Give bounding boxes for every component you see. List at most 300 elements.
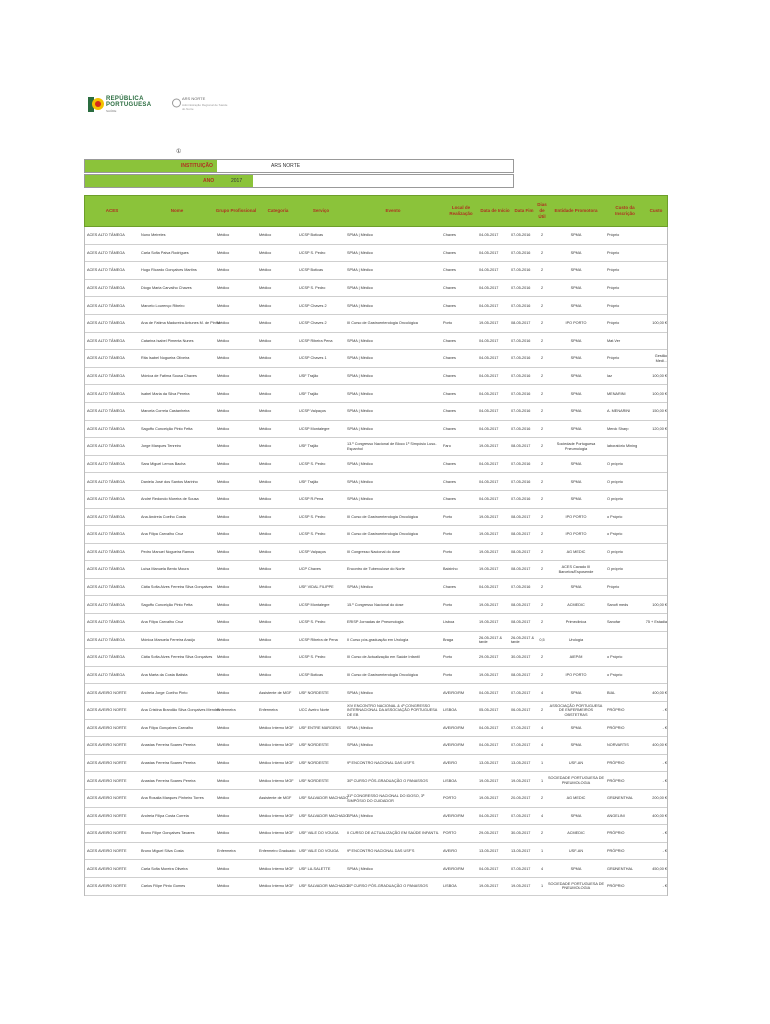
- table-row[interactable]: [85, 878, 667, 896]
- column-header-entidade-promotora: Entidade Promotora: [554, 208, 598, 213]
- cell-servico: USF LA-SALETTE: [299, 866, 331, 871]
- cell-nome: Carla Sofia Moreira Oliveira: [141, 866, 188, 871]
- cell-local: Chaves: [443, 356, 456, 361]
- cell-local: AVEIRO: [443, 761, 458, 766]
- cell-entidade-promotora: SPMA: [570, 426, 582, 431]
- header-logos: [88, 94, 228, 116]
- cell-categoria: Médico: [259, 233, 272, 238]
- cell-servico: USF Trajão: [299, 444, 319, 449]
- cell-nome: Sagoffo Conceição Pinto Fetta: [141, 602, 193, 607]
- cell-entidade-promotora: SPMA: [570, 409, 582, 414]
- cell-categoria: Médico Interno MGF: [259, 831, 294, 836]
- cell-grupo-profissional: Médico: [217, 250, 230, 255]
- cell-custo-inscricao: PRÓPRIO: [607, 708, 625, 713]
- cell-categoria: Médico: [259, 567, 272, 572]
- cell-servico: UCSP Ribeira de Pena: [299, 637, 338, 642]
- cell-custo-inscricao: O próprio: [607, 461, 623, 466]
- cell-data-fim: 13-05-2017: [511, 761, 531, 766]
- cell-aces: ACES AVEIRO NORTE: [87, 884, 127, 889]
- cell-evento: SPMA | Médico: [347, 409, 373, 414]
- cell-entidade-promotora: USF-AN: [568, 761, 584, 766]
- cell-aces: ACES AVEIRO NORTE: [87, 796, 127, 801]
- cell-custo-inscricao: Sanofar: [607, 620, 621, 625]
- table-row[interactable]: [85, 491, 667, 509]
- cell-servico: USF Trajão: [299, 479, 319, 484]
- cell-dias-util: 2: [540, 268, 544, 273]
- cell-custo: [645, 262, 667, 279]
- table-row[interactable]: [85, 825, 667, 843]
- cell-dias-util: 4: [540, 813, 544, 818]
- cell-custo: [645, 280, 667, 297]
- table-row[interactable]: [85, 333, 667, 351]
- cell-dias-util: 4: [540, 866, 544, 871]
- cell-servico: USF NORDESTE: [299, 778, 329, 783]
- cell-custo-inscricao: Mat.Ver: [607, 338, 621, 343]
- cell-dias-util: 2: [540, 549, 544, 554]
- cell-custo: [645, 526, 667, 543]
- cell-custo-inscricao: [607, 632, 645, 649]
- cell-aces: ACES ALTO TÂMEGA: [87, 303, 125, 308]
- cell-data-fim: 07-05-2016: [511, 268, 531, 273]
- cell-custo-inscricao: PRÓPRIO: [607, 761, 625, 766]
- cell-grupo-profissional: Médico: [217, 761, 230, 766]
- cell-servico: UCSP Chaves 2: [299, 303, 327, 308]
- logo-left-sub: SAÚDE: [106, 109, 117, 113]
- cell-data-fim: 07-05-2016: [511, 409, 531, 414]
- cell-categoria: Médico: [259, 285, 272, 290]
- cell-categoria: Médico: [259, 250, 272, 255]
- cell-categoria: Médico: [259, 268, 272, 273]
- column-header-data-inicio: Data de Início: [480, 208, 510, 213]
- table-row[interactable]: [85, 772, 667, 790]
- cell-entidade-promotora: SPMA: [570, 479, 582, 484]
- cell-categoria: Médico Interno MGF: [259, 761, 294, 766]
- cell-data-fim: 26-05-2017 & tarde: [511, 635, 535, 645]
- logo-right-title: ARS NORTE: [182, 96, 206, 101]
- cell-local: Porto: [443, 532, 453, 537]
- table-row[interactable]: [85, 860, 667, 878]
- cell-data-fim: 07-05-2016: [511, 303, 531, 308]
- cell-data-inicio: 04-05-2017: [479, 268, 499, 273]
- table-row[interactable]: [85, 438, 667, 456]
- cell-custo: 100,00 €: [652, 391, 667, 396]
- cell-data-inicio: 04-05-2017: [479, 866, 499, 871]
- cell-grupo-profissional: Médico: [217, 373, 230, 378]
- table-row[interactable]: [85, 350, 667, 368]
- cell-servico: UCSP Montalegre: [299, 426, 330, 431]
- cell-servico: USF NORDESTE: [299, 690, 329, 695]
- cell-grupo-profissional: Médico: [217, 637, 230, 642]
- cell-data-inicio: 04-05-2017: [479, 338, 499, 343]
- cell-dias-util: 2: [540, 708, 544, 713]
- table-row[interactable]: [85, 421, 667, 439]
- table-row[interactable]: [85, 315, 667, 333]
- cell-dias-util: 2: [540, 285, 544, 290]
- cell-categoria: Médico Interno MGF: [259, 866, 294, 871]
- cell-entidade-promotora: ACES Cavado III Barcelos/Esposende: [558, 565, 594, 574]
- cell-custo: [645, 333, 667, 350]
- cell-data-inicio: 19-05-2017: [479, 778, 499, 783]
- cell-evento: III Curso de Gastroenterologia Oncológica: [347, 532, 418, 537]
- cell-nome: Catarina Isabel Pimenta Nunes: [141, 338, 194, 343]
- cell-dias-util: 2: [540, 620, 544, 625]
- cell-custo-inscricao: PRÓPRIO: [607, 778, 625, 783]
- cell-custo-inscricao: Iaz: [607, 373, 613, 378]
- cell-data-fim: 08-05-2017: [511, 567, 531, 572]
- cell-servico: UCSP S. Pedro: [299, 285, 326, 290]
- cell-nome: Pedro Manuel Nogueira Ramos: [141, 549, 195, 554]
- cell-grupo-profissional: Médico: [217, 285, 230, 290]
- cell-data-inicio: 19-05-2017: [479, 532, 499, 537]
- table-row[interactable]: [85, 843, 667, 861]
- cell-custo: 120,00 €: [652, 426, 667, 431]
- cell-grupo-profissional: Médico: [217, 796, 230, 801]
- cell-evento: 9º ENCONTRO NACIONAL DAS USF'S: [347, 848, 415, 853]
- cell-evento: III Curso de Gastroenterologia Oncológica: [347, 321, 418, 326]
- cell-aces: ACES ALTO TÂMEGA: [87, 549, 125, 554]
- cell-servico: USF SALVADOR MACHADO: [299, 796, 349, 801]
- cell-custo-inscricao: BIAL: [607, 690, 616, 695]
- cell-local: Porto: [443, 549, 453, 554]
- cell-entidade-promotora: IPO PORTO: [565, 532, 587, 537]
- cell-dias-util: 2: [540, 461, 544, 466]
- cell-custo-inscricao: o Próprio: [607, 532, 623, 537]
- cell-aces: ACES ALTO TÂMEGA: [87, 461, 125, 466]
- cell-entidade-promotora: SPMA: [570, 497, 582, 502]
- cell-local: Chaves: [443, 585, 456, 590]
- cell-evento: 15.º Congresso Nacional do dose: [347, 602, 404, 607]
- cell-data-inicio: 05-05-2017: [479, 708, 499, 713]
- cell-nome: Carla Sofia Paiva Rodrigues: [141, 250, 189, 255]
- table-row[interactable]: [85, 280, 667, 298]
- cell-custo: - €: [662, 884, 667, 889]
- table-row[interactable]: [85, 632, 667, 650]
- cell-data-inicio: 19-05-2017: [479, 549, 499, 554]
- cell-nome: Daniela José dos Santos Marinho: [141, 479, 198, 484]
- cell-data-inicio: 19-05-2017: [479, 620, 499, 625]
- cell-local: Chaves: [443, 497, 456, 502]
- cell-aces: ACES ALTO TÂMEGA: [87, 637, 125, 642]
- cell-nome: Cátia Sofia Alves Ferreira Silva Gonçalves: [141, 585, 213, 590]
- table-row[interactable]: [85, 368, 667, 386]
- cell-local: Porto: [443, 673, 453, 678]
- cell-custo: - €: [662, 831, 667, 836]
- cell-nome: Anastas Ferreira Soares Pereira: [141, 778, 196, 783]
- table-row[interactable]: [85, 649, 667, 667]
- cell-custo: 400,00 €: [652, 813, 667, 818]
- cell-data-inicio: 04-05-2017: [479, 743, 499, 748]
- cell-evento: SPMA | Médico: [347, 426, 373, 431]
- cell-dias-util: 2: [540, 409, 544, 414]
- cell-evento: SPMA | Médico: [347, 585, 373, 590]
- cell-servico: UCSP S. Pedro: [299, 655, 326, 660]
- cell-dias-util: 2: [540, 338, 544, 343]
- cell-local: Braga: [443, 637, 454, 642]
- column-header-evento: Evento: [385, 208, 401, 213]
- cell-entidade-promotora: SPMA: [570, 373, 582, 378]
- cell-grupo-profissional: Médico: [217, 725, 230, 730]
- cell-evento: SPMA | Médico: [347, 461, 373, 466]
- cell-evento: SPMA | Médico: [347, 391, 373, 396]
- cell-aces: ACES ALTO TÂMEGA: [87, 426, 125, 431]
- table-row[interactable]: [85, 473, 667, 491]
- cell-custo-inscricao: NORVARTIS: [607, 743, 629, 748]
- cell-entidade-promotora: SPMA: [570, 585, 582, 590]
- cell-evento: 9º ENCONTRO NACIONAL DAS USF'S: [347, 761, 415, 766]
- cell-custo-inscricao: Próprio: [607, 303, 620, 308]
- table-row[interactable]: [85, 456, 667, 474]
- cell-dias-util: 2: [540, 585, 544, 590]
- cell-custo-inscricao: Próprio: [607, 585, 620, 590]
- cell-data-fim: 07-05-2016: [511, 356, 531, 361]
- cell-grupo-profissional: Médico: [217, 497, 230, 502]
- cell-entidade-promotora: SPMA: [570, 338, 582, 343]
- cell-custo-inscricao: O próprio: [607, 479, 623, 484]
- cell-dias-util: 1: [540, 848, 544, 853]
- ars-norte-logo: [172, 94, 228, 116]
- cell-evento: SPMA | Médico: [347, 866, 373, 871]
- cell-grupo-profissional: Médico: [217, 655, 230, 660]
- table-row[interactable]: [85, 245, 667, 263]
- cell-dias-util: 2: [540, 831, 544, 836]
- cell-custo-inscricao: Próprio: [607, 268, 620, 273]
- cell-nome: Ana Filipa Carvalho Cruz: [141, 620, 184, 625]
- cell-servico: USF NORDESTE: [299, 743, 329, 748]
- cell-categoria: Médico: [259, 303, 272, 308]
- table-row[interactable]: [85, 385, 667, 403]
- cell-nome: Carlos Filipe Pinto Gomes: [141, 884, 186, 889]
- cell-grupo-profissional: Médico: [217, 338, 230, 343]
- cell-aces: ACES AVEIRO NORTE: [87, 778, 127, 783]
- cell-entidade-promotora: SPMA: [570, 303, 582, 308]
- cell-data-inicio: 26-05-2017 & tarde: [479, 635, 503, 645]
- cell-custo-inscricao: laboratório Mining: [607, 444, 638, 449]
- cell-evento: SPMA | Médico: [347, 479, 373, 484]
- cell-data-fim: 13-05-2017: [511, 848, 531, 853]
- cell-evento: III Congresso Nacional do dose: [347, 549, 400, 554]
- cell-custo-inscricao: Próprio: [607, 285, 620, 290]
- cell-categoria: Médico: [259, 620, 272, 625]
- cell-data-fim: 30-05-2017: [511, 655, 531, 660]
- cell-servico: USF SALVADOR MACHADO: [299, 813, 349, 818]
- cell-data-inicio: 04-05-2017: [479, 391, 499, 396]
- table-row[interactable]: [85, 667, 667, 685]
- cell-aces: ACES ALTO TÂMEGA: [87, 585, 125, 590]
- cell-local: Chaves: [443, 250, 456, 255]
- cell-local: AVEIRO/RM: [443, 813, 465, 818]
- cell-custo-inscricao: PRÓPRIO: [607, 831, 625, 836]
- cell-data-fim: 07-05-2016: [511, 585, 531, 590]
- cell-custo: - €: [662, 778, 667, 783]
- cell-data-fim: 07-05-2016: [511, 479, 531, 484]
- cell-evento: SPMA | Médico: [347, 268, 373, 273]
- cell-dias-util: 2: [540, 391, 544, 396]
- column-header-dias-util: Dias de Útil: [537, 202, 547, 219]
- cell-entidade-promotora: SOCIEDADE PORTUGUESA DE PNEUMOLOGIA: [547, 881, 605, 891]
- cell-data-fim: 19-05-2017: [511, 884, 531, 889]
- cell-data-inicio: 04-05-2017: [479, 409, 499, 414]
- cell-servico: USF ENTRE MARGENS: [299, 725, 341, 730]
- cell-custo: - €: [662, 761, 667, 766]
- cell-custo: 75 + Estadia: [645, 620, 667, 625]
- cell-dias-util: 2: [540, 602, 544, 607]
- table-row[interactable]: [85, 544, 667, 562]
- table-row[interactable]: [85, 808, 667, 826]
- cell-custo: [645, 245, 667, 262]
- cell-dias-util: 2: [540, 373, 544, 378]
- table-row[interactable]: [85, 227, 667, 245]
- cell-dias-util: 2: [540, 426, 544, 431]
- table-row[interactable]: [85, 526, 667, 544]
- cell-servico: UCSP S. Pedro: [299, 250, 326, 255]
- cell-data-fim: 07-05-2016: [511, 391, 531, 396]
- cell-dias-util: 2: [540, 673, 544, 678]
- cell-grupo-profissional: Médico: [217, 268, 230, 273]
- cell-custo-inscricao: Próprio: [607, 233, 620, 238]
- cell-custo-inscricao: Próprio: [607, 250, 620, 255]
- cell-nome: Sara Miguel Lemos Bacha: [141, 461, 186, 466]
- table-row[interactable]: [85, 684, 667, 702]
- ano-value[interactable]: 2017: [231, 178, 243, 184]
- cell-data-fim: 07-05-2016: [511, 373, 531, 378]
- table-row[interactable]: [85, 561, 667, 579]
- cell-local: Chaves: [443, 303, 456, 308]
- table-row[interactable]: [85, 509, 667, 527]
- cell-custo-inscricao: Merck Sharp: [607, 426, 629, 431]
- cell-nome: Marcela Correia Castanheira: [141, 409, 190, 414]
- cell-nome: Diogo Maria Carvalho Chaves: [141, 285, 192, 290]
- cell-dias-util: 2: [540, 514, 544, 519]
- cell-categoria: Médico Interno MGF: [259, 813, 294, 818]
- ars-emblem-icon: [172, 97, 181, 109]
- cell-local: Lisboa: [443, 620, 455, 625]
- cell-custo: [645, 509, 667, 526]
- cell-custo-inscricao: o Próprio: [607, 673, 623, 678]
- cell-entidade-promotora: USF-AN: [568, 848, 584, 853]
- cell-categoria: Médico: [259, 338, 272, 343]
- cell-categoria: Médico: [259, 602, 272, 607]
- table-row[interactable]: [85, 614, 667, 632]
- table-row[interactable]: [85, 755, 667, 773]
- cell-custo: [645, 632, 667, 649]
- cell-data-inicio: 13-05-2017: [479, 761, 499, 766]
- cell-local: Chaves: [443, 409, 456, 414]
- cell-aces: ACES AVEIRO NORTE: [87, 725, 127, 730]
- cell-entidade-promotora: AIEP/M: [569, 655, 583, 660]
- cell-dias-util: 0,5: [539, 637, 545, 642]
- cell-data-inicio: 04-05-2017: [479, 373, 499, 378]
- table-row[interactable]: [85, 790, 667, 808]
- cell-custo: 450,00 €: [652, 866, 667, 871]
- cell-custo: [645, 438, 667, 455]
- cell-dias-util: 2: [540, 356, 544, 361]
- cell-evento: SPMA | Médico: [347, 725, 373, 730]
- cell-categoria: Médico: [259, 497, 272, 502]
- cell-data-inicio: 04-05-2017: [479, 303, 499, 308]
- cell-categoria: Assistente de MGF: [259, 690, 292, 695]
- cell-data-inicio: 19-05-2017: [479, 884, 499, 889]
- cell-servico: UCSP Valpaços: [299, 549, 326, 554]
- cell-servico: UCSP S. Pedro: [299, 532, 326, 537]
- cell-evento: SPMA | Médico: [347, 233, 373, 238]
- cell-data-fim: 08-05-2017: [511, 321, 531, 326]
- cell-data-inicio: 04-05-2017: [479, 426, 499, 431]
- cell-grupo-profissional: Médico: [217, 356, 230, 361]
- table-row[interactable]: [85, 579, 667, 597]
- cell-local: LISBOA: [443, 778, 457, 783]
- cell-entidade-promotora: ASSOCIAÇÃO PORTUGUESA DE ENFERMEIROS OBSTETRAS: [549, 703, 603, 717]
- cell-custo-inscricao: GRÜNENTHAL: [607, 866, 634, 871]
- cell-data-inicio: 29-05-2017: [479, 831, 499, 836]
- table-row[interactable]: [85, 403, 667, 421]
- cell-nome: Nuno Meireles: [141, 233, 166, 238]
- table-row[interactable]: [85, 297, 667, 315]
- cell-nome: Mónica de Fatima Sousa Chaves: [141, 373, 197, 378]
- cell-aces: ACES ALTO TÂMEGA: [87, 285, 125, 290]
- cell-grupo-profissional: Médico: [217, 620, 230, 625]
- cell-custo-inscricao: Próprio: [607, 356, 620, 361]
- cell-categoria: Médico: [259, 409, 272, 414]
- cell-servico: UCSP Valpaços: [299, 409, 326, 414]
- cell-custo: [645, 561, 667, 578]
- cell-nome: Marcelo Lourenço Ribeiro: [141, 303, 185, 308]
- cell-evento: 31º CONGRESSO NACIONAL DO IDOSO, 3º SIMPÓSIO DO CUIDADOR: [347, 793, 425, 803]
- cell-servico: UCSP S. Pedro: [299, 514, 326, 519]
- cell-nome: Rita Isabel Nogueira Oliveira: [141, 356, 190, 361]
- cell-data-inicio: 19-05-2017: [479, 602, 499, 607]
- cell-categoria: Médico: [259, 673, 272, 678]
- column-header-nome: Nome: [170, 208, 184, 213]
- cell-aces: ACES ALTO TÂMEGA: [87, 479, 125, 484]
- table-row[interactable]: [85, 702, 667, 720]
- cell-aces: ACES ALTO TÂMEGA: [87, 567, 125, 572]
- cell-aces: ACES ALTO TÂMEGA: [87, 532, 125, 537]
- cell-local: Chaves: [443, 233, 456, 238]
- cell-evento: SPMA | Médico: [347, 813, 373, 818]
- cell-aces: ACES AVEIRO NORTE: [87, 831, 127, 836]
- cell-local: Faro: [443, 444, 451, 449]
- cell-aces: ACES ALTO TÂMEGA: [87, 373, 125, 378]
- cell-custo: 400,00 €: [652, 743, 667, 748]
- column-header-custo: Custo: [649, 208, 663, 213]
- cell-servico: UCSP Ribeira Pena: [299, 338, 333, 343]
- instituicao-value[interactable]: ARS NORTE: [271, 163, 301, 169]
- cell-grupo-profissional: Médico: [217, 321, 230, 326]
- table-row[interactable]: [85, 262, 667, 280]
- cell-categoria: Médico: [259, 637, 272, 642]
- cell-aces: ACES ALTO TÂMEGA: [87, 514, 125, 519]
- cell-grupo-profissional: Médico: [217, 567, 230, 572]
- cell-dias-util: 2: [540, 532, 544, 537]
- ano-row: [84, 174, 514, 188]
- table-row[interactable]: [85, 737, 667, 755]
- cell-entidade-promotora: AG MEDIC: [566, 549, 586, 554]
- cell-categoria: Enfermeiro Graduado: [259, 848, 296, 853]
- cell-custo-inscricao: A. MENARINI: [607, 409, 631, 414]
- cell-categoria: Médico: [259, 356, 272, 361]
- cell-entidade-promotora: SPMA: [570, 813, 582, 818]
- table-row[interactable]: [85, 720, 667, 738]
- cell-aces: ACES ALTO TÂMEGA: [87, 338, 125, 343]
- cell-servico: UCSP Montalegre: [299, 602, 330, 607]
- cell-servico: USF Trajão: [299, 373, 319, 378]
- cell-local: AVEIRO/RM: [443, 866, 465, 871]
- cell-local: PORTO: [443, 831, 457, 836]
- cell-data-inicio: 13-05-2017: [479, 848, 499, 853]
- cell-custo-inscricao: O próprio: [607, 549, 623, 554]
- cell-data-fim: 07-05-2016: [511, 497, 531, 502]
- table-row[interactable]: [85, 596, 667, 614]
